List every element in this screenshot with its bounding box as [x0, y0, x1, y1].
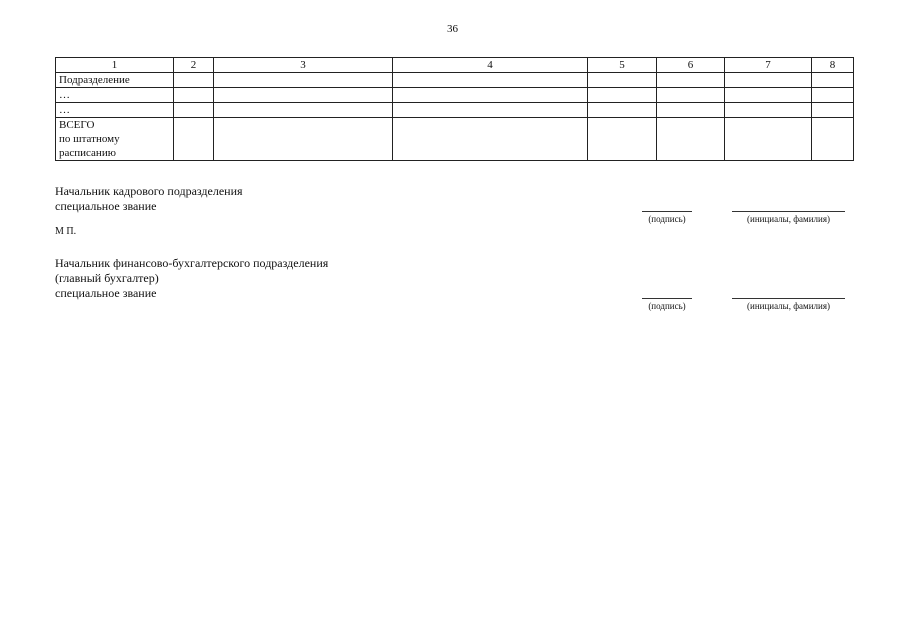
table-cell — [812, 103, 854, 118]
staffing-table — [55, 57, 854, 161]
column-header: 2 — [174, 58, 214, 73]
finance-signoff-block — [55, 256, 328, 301]
table-cell — [588, 73, 657, 88]
column-header: 7 — [725, 58, 812, 73]
table-cell — [174, 118, 214, 161]
finance-name-caption: (инициалы, фамилия) — [732, 298, 845, 311]
row-label: … — [56, 88, 174, 103]
hr-name-caption: (инициалы, фамилия) — [732, 211, 845, 224]
table-row — [56, 73, 854, 88]
table-cell — [657, 118, 725, 161]
table-cell — [812, 118, 854, 161]
table-cell — [725, 88, 812, 103]
hr-signature-caption: (подпись) — [642, 211, 692, 224]
table-cell — [393, 118, 588, 161]
table-row — [56, 88, 854, 103]
table-cell — [214, 73, 393, 88]
total-label-line: ВСЕГО — [59, 119, 95, 131]
page-number: 36 — [447, 23, 458, 35]
table-cell — [588, 118, 657, 161]
column-header: 6 — [657, 58, 725, 73]
total-label — [56, 118, 174, 161]
table-cell — [812, 73, 854, 88]
hr-signoff-title: Начальник кадрового подразделения — [55, 184, 243, 198]
total-row — [56, 118, 854, 161]
table-cell — [725, 118, 812, 161]
finance-signoff-subtitle: (главный бухгалтер) — [55, 271, 159, 285]
total-label-line: по штатному — [59, 133, 120, 145]
column-header: 3 — [214, 58, 393, 73]
table-cell — [725, 73, 812, 88]
row-label: Подразделение — [56, 73, 174, 88]
table-cell — [393, 73, 588, 88]
table-row — [56, 103, 854, 118]
table-cell — [657, 88, 725, 103]
stamp-mark: М П. — [55, 226, 77, 237]
column-header: 4 — [393, 58, 588, 73]
total-label-line: расписанию — [59, 147, 116, 159]
table-cell — [214, 88, 393, 103]
table-cell — [174, 103, 214, 118]
table-cell — [393, 103, 588, 118]
finance-signoff-rank: специальное звание — [55, 286, 157, 300]
hr-signoff-rank: специальное звание — [55, 199, 157, 213]
table-cell — [588, 88, 657, 103]
column-header: 5 — [588, 58, 657, 73]
table-cell — [812, 88, 854, 103]
table-cell — [393, 88, 588, 103]
table-cell — [657, 73, 725, 88]
table-cell — [725, 103, 812, 118]
table-header-row — [56, 58, 854, 73]
column-header: 1 — [56, 58, 174, 73]
table-cell — [214, 103, 393, 118]
finance-signoff-title: Начальник финансово-бухгалтерского подразделения — [55, 256, 329, 270]
finance-signature-caption: (подпись) — [642, 298, 692, 311]
hr-signoff-block — [55, 184, 243, 214]
table-cell — [174, 88, 214, 103]
table-cell — [588, 103, 657, 118]
row-label: … — [56, 103, 174, 118]
table-cell — [174, 73, 214, 88]
table-cell — [214, 118, 393, 161]
table-cell — [657, 103, 725, 118]
column-header: 8 — [812, 58, 854, 73]
